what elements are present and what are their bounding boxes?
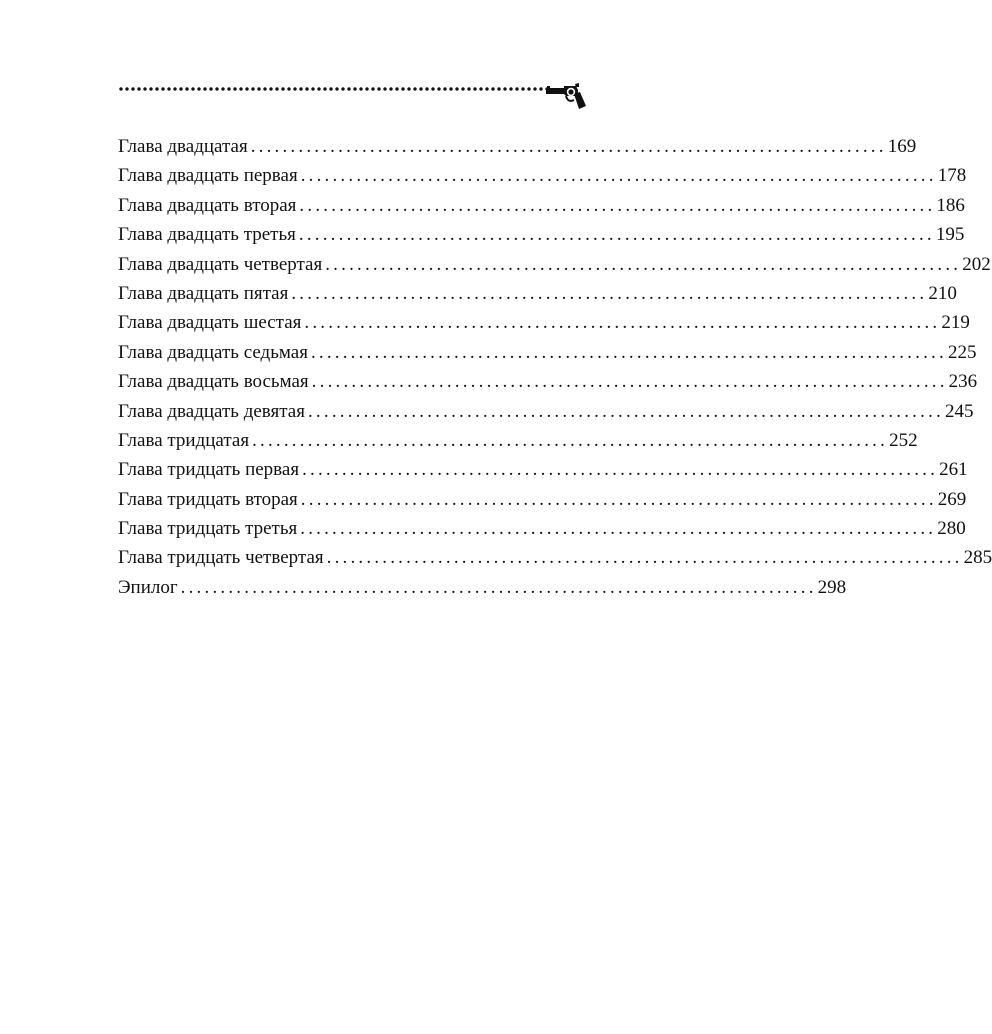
toc-entry-page-number: 178: [937, 165, 967, 187]
toc-entry: [118, 543, 992, 572]
toc-entry-page-number: 236: [948, 371, 978, 393]
toc-entry-title: Глава двадцать первая: [118, 165, 298, 187]
toc-entry-page-number: 225: [947, 341, 977, 363]
header-dotted-rule: [118, 84, 548, 94]
table-of-contents: [118, 132, 992, 602]
toc-entry-title: Эпилог: [118, 576, 178, 598]
toc-entry-title: Глава тридцать первая: [118, 459, 300, 481]
dot-leader: ................................................................................: [302, 459, 939, 481]
toc-entry-title: Глава двадцать вторая: [118, 194, 297, 216]
toc-entry-title: Глава двадцать девятая: [118, 400, 305, 422]
dot-leader: ................................................................................: [299, 194, 936, 216]
toc-entry-title: Глава двадцать четвертая: [118, 253, 323, 275]
toc-entry: [118, 514, 966, 543]
dot-leader: ................................................................................: [250, 136, 887, 157]
toc-entry-page-number: 186: [936, 194, 965, 216]
toc-entry: [118, 250, 991, 279]
revolver-icon: [546, 82, 586, 110]
dot-leader: ................................................................................: [252, 429, 889, 451]
toc-entry-page-number: 261: [939, 459, 968, 481]
dot-leader: ................................................................................: [326, 547, 963, 569]
toc-entry-page-number: 195: [935, 224, 965, 246]
toc-entry: [118, 338, 977, 367]
dot-leader: ................................................................................: [310, 341, 947, 363]
toc-entry-title: Глава тридцать вторая: [118, 488, 298, 510]
toc-entry-page-number: 219: [941, 312, 970, 334]
toc-entry: [118, 161, 967, 190]
toc-entry-page-number: 280: [937, 518, 966, 540]
toc-entry-page-number: 169: [887, 136, 917, 157]
toc-entry: [118, 308, 970, 337]
dot-leader: ................................................................................: [325, 253, 962, 275]
dot-leader: ................................................................................: [300, 488, 937, 510]
toc-entry-page-number: 210: [928, 282, 957, 304]
dot-leader: ................................................................................: [300, 165, 937, 187]
toc-entry-title: Глава двадцать пятая: [118, 282, 289, 304]
toc-entry-page-number: 269: [937, 488, 967, 510]
toc-entry-title: Глава двадцать шестая: [118, 312, 302, 334]
dot-leader: ................................................................................: [291, 282, 928, 304]
toc-entry-title: Глава двадцать третья: [118, 224, 296, 246]
dot-leader: ................................................................................: [298, 224, 935, 246]
toc-entry: [118, 220, 965, 249]
toc-entry-page-number: 298: [817, 576, 847, 598]
dot-leader: ................................................................................: [304, 312, 941, 334]
toc-entry-page-number: 202: [962, 253, 991, 275]
dot-leader: ................................................................................: [300, 518, 937, 540]
dot-leader: ................................................................................: [180, 576, 817, 598]
toc-entry-title: Глава тридцать четвертая: [118, 547, 324, 569]
dot-leader: ................................................................................: [307, 400, 944, 422]
toc-entry-title: Глава двадцать восьмая: [118, 371, 309, 393]
toc-entry: [118, 485, 967, 514]
toc-entry: [118, 191, 965, 220]
toc-entry: [118, 279, 957, 308]
toc-entry: [118, 573, 847, 602]
toc-entry: [118, 132, 917, 161]
toc-entry: [118, 367, 978, 396]
toc-entry: [118, 455, 968, 484]
dotted-line: [118, 86, 548, 92]
toc-entry-title: Глава тридцать третья: [118, 518, 298, 540]
toc-entry-page-number: 285: [963, 547, 992, 569]
toc-entry: [118, 397, 974, 426]
toc-entry-page-number: 252: [889, 429, 918, 451]
dot-leader: ................................................................................: [311, 371, 948, 393]
toc-entry-title: Глава двадцать седьмая: [118, 341, 308, 363]
toc-entry-title: Глава двадцатая: [118, 136, 248, 157]
toc-entry: [118, 426, 918, 455]
toc-entry-title: Глава тридцатая: [118, 429, 250, 451]
toc-entry-page-number: 245: [944, 400, 974, 422]
